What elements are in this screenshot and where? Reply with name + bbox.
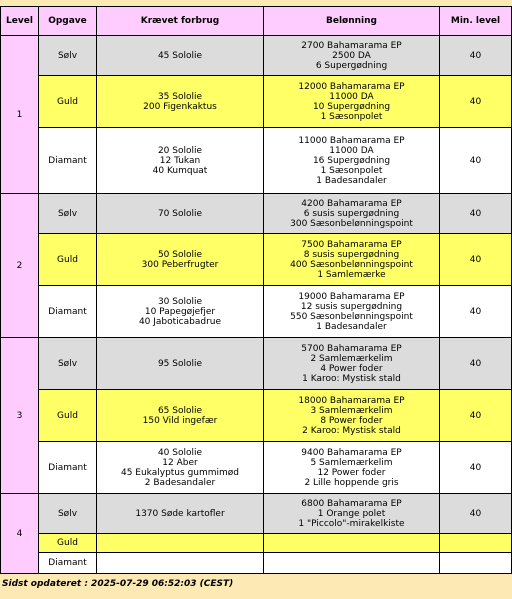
reward-line: 4 Power foder bbox=[320, 363, 383, 374]
required-line: 70 Sololie bbox=[157, 208, 203, 219]
required-line: 50 Sololie bbox=[157, 249, 203, 260]
table-row bbox=[1, 442, 512, 494]
level-cell: 1 bbox=[1, 36, 39, 194]
required-cell bbox=[97, 36, 264, 76]
reward-line: 2 Samlemærkelim bbox=[310, 353, 393, 364]
required-line: 30 Sololie bbox=[157, 296, 203, 307]
task-cell: Guld bbox=[39, 234, 97, 286]
required-line: 95 Sololie bbox=[157, 358, 203, 369]
reward-cell bbox=[264, 76, 440, 128]
reward-line: 550 Sæsonbelønningspoint bbox=[290, 311, 413, 322]
required-line: 2 Badesandaler bbox=[144, 477, 216, 488]
required-cell bbox=[97, 553, 264, 574]
reward-cell bbox=[264, 494, 440, 534]
table-row bbox=[1, 128, 512, 194]
min-level-cell: 40 bbox=[440, 76, 512, 128]
table-row bbox=[1, 390, 512, 442]
reward-line: 8 susis supergødning bbox=[303, 249, 400, 260]
reward-line: 1 Sæsonpolet bbox=[320, 165, 383, 176]
task-cell: Sølv bbox=[39, 338, 97, 390]
level-cell: 2 bbox=[1, 194, 39, 338]
required-line: 20 Sololie bbox=[157, 145, 203, 156]
required-cell bbox=[97, 234, 264, 286]
reward-line: 1 Orange polet bbox=[317, 508, 386, 519]
reward-line: 8 Power foder bbox=[320, 415, 383, 426]
table-row bbox=[1, 76, 512, 128]
reward-line: 4200 Bahamarama EP bbox=[301, 198, 402, 209]
reward-cell bbox=[264, 128, 440, 194]
header-min-level: Min. level bbox=[440, 7, 512, 36]
last-updated: Sidst opdateret : 2025-07-29 06:52:03 (CEST) bbox=[2, 579, 234, 589]
task-cell: Diamant bbox=[39, 553, 97, 574]
reward-cell bbox=[264, 286, 440, 338]
required-cell bbox=[97, 494, 264, 534]
required-line: 40 Kumquat bbox=[152, 165, 208, 176]
min-level-cell: 40 bbox=[440, 286, 512, 338]
min-level-cell bbox=[440, 553, 512, 574]
task-cell: Sølv bbox=[39, 194, 97, 234]
reward-line: 1 "Piccolo"-mirakelkiste bbox=[298, 518, 405, 529]
rewards-table bbox=[0, 6, 512, 574]
reward-line: 2 Lille hoppende gris bbox=[304, 477, 399, 488]
reward-line: 3 Samlemærkelim bbox=[310, 405, 393, 416]
reward-cell bbox=[264, 534, 440, 553]
reward-line: 12 susis supergødning bbox=[300, 301, 403, 312]
reward-line: 16 Supergødning bbox=[312, 155, 391, 166]
table-row bbox=[1, 286, 512, 338]
min-level-cell: 40 bbox=[440, 494, 512, 534]
reward-line: 6 Supergødning bbox=[315, 60, 388, 71]
required-line: 12 Tukan bbox=[159, 155, 201, 166]
table-row bbox=[1, 234, 512, 286]
reward-line: 7500 Bahamarama EP bbox=[301, 239, 402, 250]
min-level-cell: 40 bbox=[440, 338, 512, 390]
table-row bbox=[1, 534, 512, 553]
required-cell bbox=[97, 76, 264, 128]
header-required: Krævet forbrug bbox=[97, 7, 264, 36]
required-line: 12 Aber bbox=[162, 457, 198, 468]
reward-line: 11000 DA bbox=[329, 145, 374, 156]
reward-line: 1 Samlemærke bbox=[317, 269, 386, 280]
required-cell bbox=[97, 194, 264, 234]
task-cell: Sølv bbox=[39, 494, 97, 534]
required-cell bbox=[97, 286, 264, 338]
required-line: 200 Figenkaktus bbox=[143, 101, 217, 112]
reward-line: 400 Sæsonbelønningspoint bbox=[290, 259, 413, 270]
level-cell: 3 bbox=[1, 338, 39, 494]
task-cell: Sølv bbox=[39, 36, 97, 76]
required-cell bbox=[97, 338, 264, 390]
table-row bbox=[1, 553, 512, 574]
required-cell bbox=[97, 128, 264, 194]
reward-line: 2 Karoo: Mystisk stald bbox=[302, 425, 401, 436]
level-cell: 4 bbox=[1, 494, 39, 574]
reward-line: 5 Samlemærkelim bbox=[310, 457, 393, 468]
reward-line: 1 Badesandaler bbox=[316, 175, 387, 186]
reward-line: 11000 DA bbox=[329, 91, 374, 102]
table-row bbox=[1, 194, 512, 234]
reward-line: 9400 Bahamarama EP bbox=[301, 447, 402, 458]
table-header-row bbox=[1, 7, 512, 36]
required-line: 40 Jaboticabadrue bbox=[138, 316, 222, 327]
required-line: 40 Sololie bbox=[157, 447, 203, 458]
header-level: Level bbox=[1, 7, 39, 36]
required-line: 300 Peberfrugter bbox=[141, 259, 219, 270]
header-reward: Belønning bbox=[264, 7, 440, 36]
min-level-cell bbox=[440, 534, 512, 553]
reward-line: 12 Power foder bbox=[317, 467, 386, 478]
reward-line: 2500 DA bbox=[332, 50, 371, 61]
table-body bbox=[1, 36, 512, 574]
reward-line: 6 susis supergødning bbox=[303, 208, 400, 219]
table-row bbox=[1, 36, 512, 76]
required-line: 10 Papegøjefjer bbox=[144, 306, 216, 317]
min-level-cell: 40 bbox=[440, 234, 512, 286]
table-row bbox=[1, 494, 512, 534]
reward-line: 6800 Bahamarama EP bbox=[301, 498, 402, 509]
min-level-cell: 40 bbox=[440, 128, 512, 194]
task-cell: Guld bbox=[39, 534, 97, 553]
task-cell: Diamant bbox=[39, 442, 97, 494]
reward-line: 2700 Bahamarama EP bbox=[301, 40, 402, 51]
reward-cell bbox=[264, 553, 440, 574]
reward-cell bbox=[264, 442, 440, 494]
min-level-cell: 40 bbox=[440, 36, 512, 76]
reward-line: 1 Badesandaler bbox=[316, 321, 387, 332]
task-cell: Guld bbox=[39, 390, 97, 442]
reward-line: 1 Sæsonpolet bbox=[320, 111, 383, 122]
min-level-cell: 40 bbox=[440, 194, 512, 234]
reward-line: 12000 Bahamarama EP bbox=[298, 81, 405, 92]
required-line: 45 Sololie bbox=[157, 50, 203, 61]
min-level-cell: 40 bbox=[440, 390, 512, 442]
table-row bbox=[1, 338, 512, 390]
required-line: 1370 Søde kartofler bbox=[135, 508, 225, 519]
required-line: 65 Sololie bbox=[157, 405, 203, 416]
reward-line: 5700 Bahamarama EP bbox=[301, 343, 402, 354]
reward-cell bbox=[264, 338, 440, 390]
header-task: Opgave bbox=[39, 7, 97, 36]
reward-line: 19000 Bahamarama EP bbox=[298, 291, 405, 302]
reward-line: 18000 Bahamarama EP bbox=[298, 395, 405, 406]
min-level-cell: 40 bbox=[440, 442, 512, 494]
reward-cell bbox=[264, 194, 440, 234]
reward-line: 11000 Bahamarama EP bbox=[298, 135, 405, 146]
required-cell bbox=[97, 390, 264, 442]
reward-cell bbox=[264, 390, 440, 442]
reward-line: 300 Sæsonbelønningspoint bbox=[290, 218, 413, 229]
reward-cell bbox=[264, 234, 440, 286]
reward-line: 10 Supergødning bbox=[312, 101, 391, 112]
required-line: 45 Eukalyptus gummimød bbox=[120, 467, 240, 478]
task-cell: Guld bbox=[39, 76, 97, 128]
required-line: 35 Sololie bbox=[157, 91, 203, 102]
required-line: 150 Vild ingefær bbox=[142, 415, 218, 426]
task-cell: Diamant bbox=[39, 286, 97, 338]
required-cell bbox=[97, 534, 264, 553]
reward-line: 1 Karoo: Mystisk stald bbox=[302, 373, 401, 384]
required-cell bbox=[97, 442, 264, 494]
task-cell: Diamant bbox=[39, 128, 97, 194]
reward-cell bbox=[264, 36, 440, 76]
